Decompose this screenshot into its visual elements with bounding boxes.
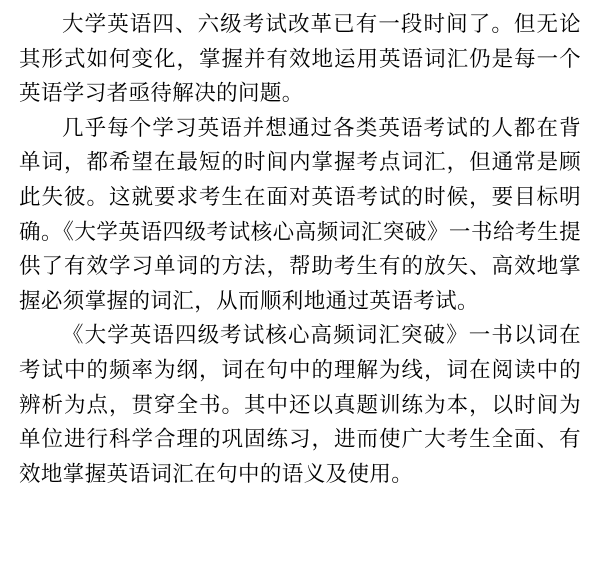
document-page <box>19 8 581 492</box>
paragraph-2: 几乎每个学习英语并想通过各类英语考试的人都在背单词，都希望在最短的时间内掌握考点词汇，但通常是顾此失彼。这就要求考生在面对英语考试的时候，要目标明确。《大学英语四级考试核心高频词汇突破》一书给考生提供了有效学习单词的方法，帮助考生有的放矢、高效地掌握必须掌握的词汇，从而顺利地通过英语考试。 <box>19 115 581 314</box>
paragraph-3: 《大学英语四级考试核心高频词汇突破》一书以词在考试中的频率为纲，词在句中的理解为线，词在阅读中的辨析为点，贯穿全书。其中还以真题训练为本，以时间为单位进行科学合理的巩固练习，进而使广大考生全面、有效地掌握英语词汇在句中的语义及使用。 <box>19 323 581 487</box>
paragraph-1: 大学英语四、六级考试改革已有一段时间了。但无论其形式如何变化，掌握并有效地运用英语词汇仍是每一个英语学习者亟待解决的问题。 <box>19 12 581 107</box>
